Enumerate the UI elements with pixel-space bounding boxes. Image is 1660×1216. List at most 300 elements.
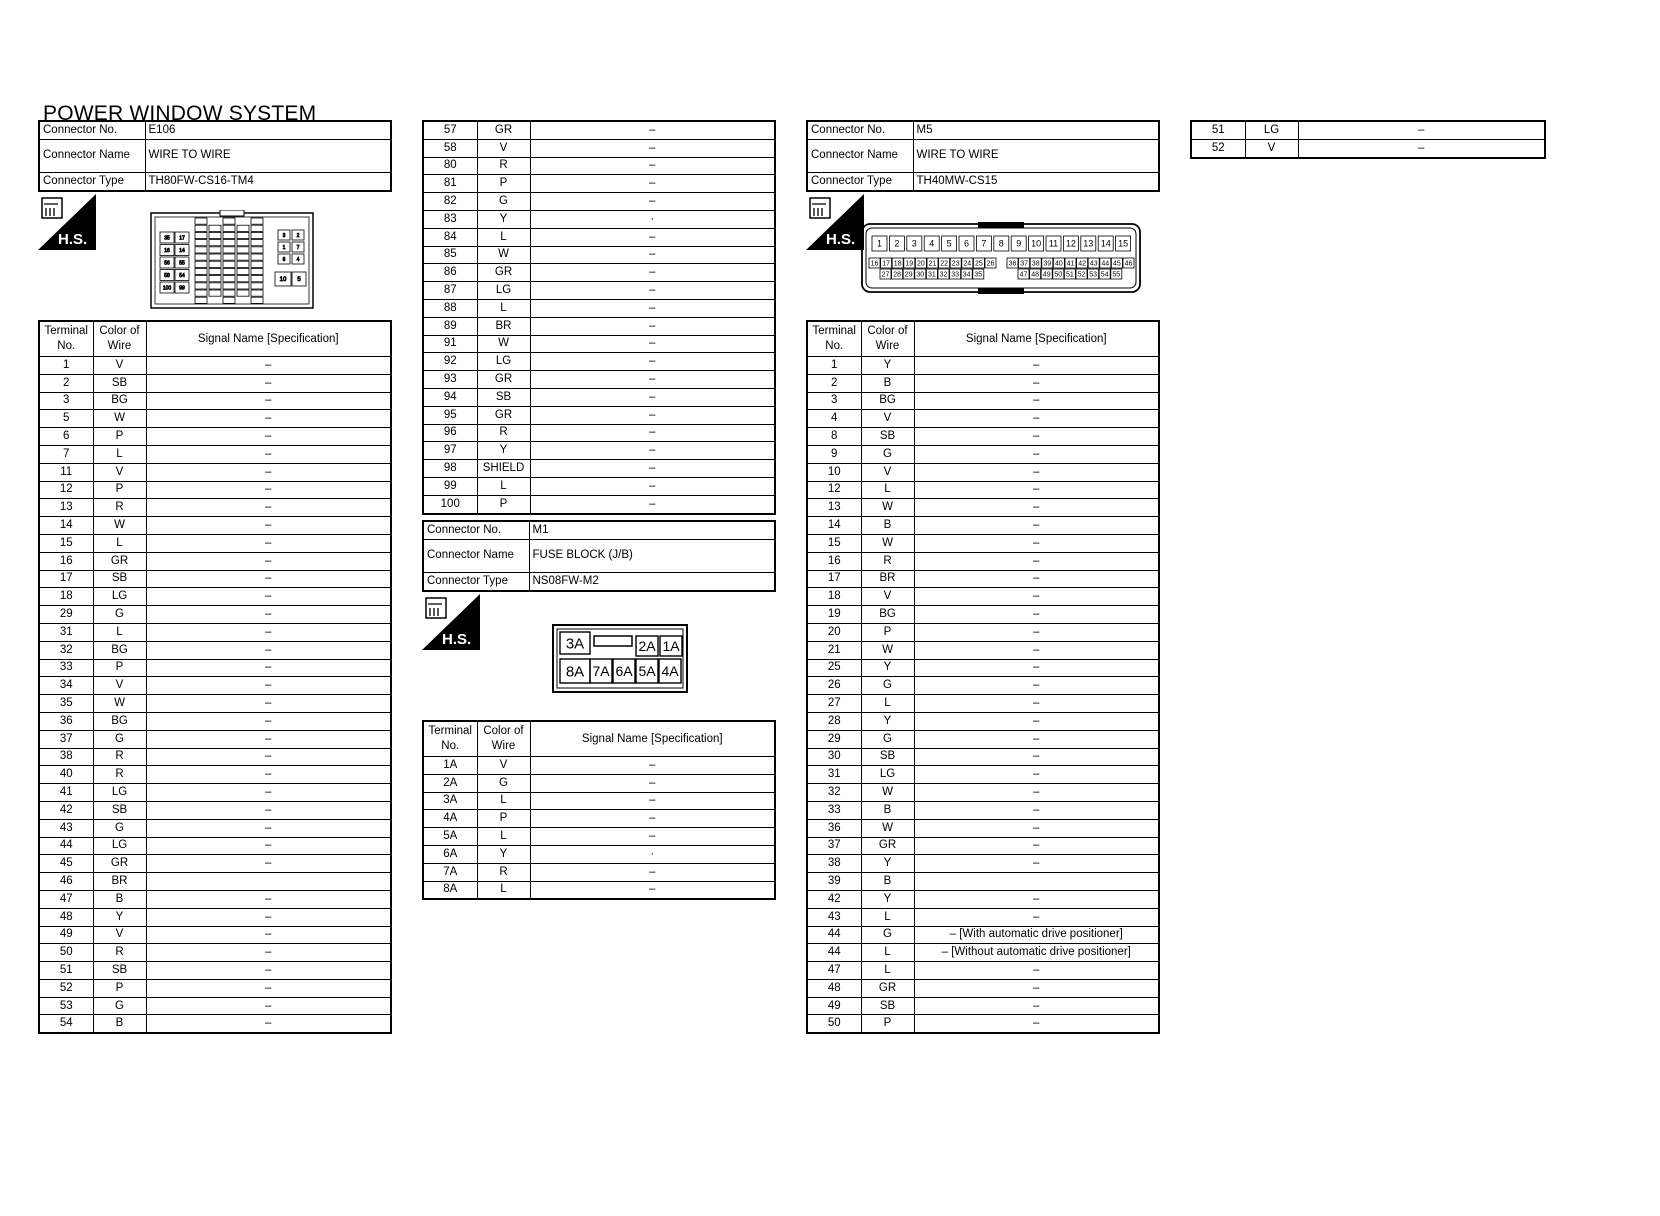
wire-color-cell: W (93, 410, 146, 428)
terminal-no-cell: 99 (423, 477, 477, 495)
connector-pin (892, 258, 903, 268)
signal-name-cell: – (530, 299, 775, 317)
table-row (423, 246, 775, 264)
connector-pin (237, 283, 249, 289)
signal-name-cell: – (914, 374, 1159, 392)
connector-no-value: M5 (913, 121, 1159, 139)
terminal-no-cell: 10 (807, 463, 861, 481)
signal-name-cell: – (914, 801, 1159, 819)
table-row (39, 873, 391, 891)
connector-pin (209, 261, 221, 267)
wire-color-cell: GR (477, 121, 530, 139)
connector-pin (237, 254, 249, 260)
terminal-no-cell: 3 (39, 392, 93, 410)
svg-text:41: 41 (1066, 260, 1075, 268)
svg-text:5A: 5A (638, 663, 656, 680)
svg-text:34: 34 (962, 271, 971, 279)
signal-name-cell: – (914, 659, 1159, 677)
m5-terminal-table-cont (1190, 120, 1546, 159)
wire-color-cell: P (93, 659, 146, 677)
connector-pin (892, 269, 903, 279)
table-row (1191, 121, 1545, 139)
table-row (39, 517, 391, 535)
connector-pin (1077, 258, 1088, 268)
connector-pin (237, 240, 249, 246)
connector-type-value: NS08FW-M2 (529, 572, 775, 590)
connector-pin (209, 232, 221, 238)
table-row (39, 428, 391, 446)
table-row (807, 784, 1159, 802)
connector-pin (1019, 258, 1030, 268)
wire-color-cell: P (861, 623, 914, 641)
svg-text:22: 22 (940, 260, 948, 268)
wire-color-cell: LG (93, 837, 146, 855)
svg-text:50: 50 (1054, 271, 1063, 279)
signal-name-cell: – (530, 495, 775, 513)
wire-color-cell: GR (477, 264, 530, 282)
table-row (423, 335, 775, 353)
table-row (423, 175, 775, 193)
terminal-no-cell: 48 (807, 979, 861, 997)
terminal-no-cell: 29 (39, 606, 93, 624)
wire-color-cell: B (861, 801, 914, 819)
terminal-no-cell: 43 (807, 908, 861, 926)
table-row (39, 855, 391, 873)
connector-pin (223, 283, 235, 289)
signal-name-cell: – (530, 139, 775, 157)
table-row (39, 801, 391, 819)
signal-name-cell: – (146, 819, 391, 837)
terminal-no-header: Terminal No. (807, 321, 861, 357)
connector-pin (209, 247, 221, 253)
table-row (423, 157, 775, 175)
table-row (807, 534, 1159, 552)
signal-name-cell: – (914, 392, 1159, 410)
connector-pin (926, 269, 937, 279)
wire-color-cell: G (861, 926, 914, 944)
table-row (807, 944, 1159, 962)
signal-name-cell (146, 873, 391, 891)
connector-pin (1007, 258, 1018, 268)
table-row (807, 677, 1159, 695)
terminal-no-cell: 6 (39, 428, 93, 446)
terminal-no-cell: 5 (39, 410, 93, 428)
connector-name-label: Connector Name (423, 539, 529, 572)
table-row (423, 353, 775, 371)
svg-text:1A: 1A (662, 638, 680, 655)
table-row (423, 477, 775, 495)
svg-text:32: 32 (939, 271, 948, 279)
terminal-no-cell: 5A (423, 828, 477, 846)
signal-name-cell: · (530, 210, 775, 228)
connector-type-value: TH40MW-CS15 (913, 172, 1159, 190)
terminal-no-cell: 4 (807, 410, 861, 428)
connector-pin (237, 261, 249, 267)
svg-text:25: 25 (975, 260, 983, 268)
svg-text:36: 36 (1008, 260, 1017, 268)
wire-color-cell: L (93, 534, 146, 552)
signal-name-cell: – (146, 837, 391, 855)
signal-name-cell: – (914, 517, 1159, 535)
wire-color-cell: B (93, 890, 146, 908)
terminal-no-cell: 38 (39, 748, 93, 766)
table-row (1191, 139, 1545, 157)
signal-name-cell: – (146, 890, 391, 908)
svg-text:11: 11 (1048, 238, 1059, 249)
svg-text:10: 10 (279, 277, 287, 284)
signal-name-cell: – (914, 428, 1159, 446)
svg-text:3: 3 (282, 232, 286, 239)
connector-no-label: Connector No. (807, 121, 913, 139)
wire-color-cell: G (93, 730, 146, 748)
table-row (807, 392, 1159, 410)
table-row (423, 228, 775, 246)
connector-pin (292, 254, 304, 264)
wire-color-cell: LG (861, 766, 914, 784)
connector-pin (175, 232, 189, 243)
connector-pin (278, 242, 290, 252)
connector-pin (251, 240, 263, 246)
svg-text:13: 13 (1083, 238, 1094, 249)
terminal-no-cell: 92 (423, 353, 477, 371)
table-row (807, 1015, 1159, 1033)
connector-pin (915, 269, 926, 279)
svg-text:2: 2 (296, 232, 300, 239)
svg-text:6A: 6A (615, 663, 633, 680)
table-row (807, 445, 1159, 463)
connector-name-label: Connector Name (807, 139, 913, 172)
connector-pin (251, 261, 263, 267)
signal-name-cell: – (914, 445, 1159, 463)
m5-connector-diagram (860, 222, 1142, 294)
wire-color-cell: GR (93, 552, 146, 570)
wire-color-cell: R (93, 766, 146, 784)
table-row (807, 855, 1159, 873)
wire-color-cell: R (477, 157, 530, 175)
table-row (39, 819, 391, 837)
connector-pin (209, 254, 221, 260)
connector-pin (985, 258, 996, 268)
table-row (39, 641, 391, 659)
svg-text:100: 100 (162, 285, 172, 292)
terminal-no-cell: 47 (807, 962, 861, 980)
connector-pin (223, 247, 235, 253)
table-row (807, 979, 1159, 997)
connector-type-value: TH80FW-CS16-TM4 (145, 172, 391, 190)
terminal-no-cell: 12 (807, 481, 861, 499)
signal-name-cell: – (530, 228, 775, 246)
connector-pin (160, 257, 174, 268)
signal-name-cell: – (914, 962, 1159, 980)
wire-color-cell: B (861, 517, 914, 535)
connector-pin (1053, 258, 1064, 268)
svg-text:35: 35 (974, 271, 983, 279)
wire-color-cell: R (93, 499, 146, 517)
terminal-no-cell: 48 (39, 908, 93, 926)
table-row (807, 570, 1159, 588)
connector-pin (223, 261, 235, 267)
table-row (807, 659, 1159, 677)
table-row (39, 588, 391, 606)
svg-text:14: 14 (179, 247, 185, 254)
wire-color-cell: V (861, 588, 914, 606)
signal-name-cell: – (914, 979, 1159, 997)
connector-pin (175, 282, 189, 293)
harness-side-icon (422, 594, 480, 650)
connector-pin (292, 230, 304, 240)
terminal-no-cell: 1 (807, 357, 861, 375)
signal-name-cell: – (914, 463, 1159, 481)
connector-pin (1046, 236, 1061, 251)
signal-name-cell: – (530, 792, 775, 810)
signal-name-cell: – (146, 1015, 391, 1033)
svg-text:8A: 8A (565, 663, 585, 681)
terminal-no-cell: 28 (807, 712, 861, 730)
table-row (39, 623, 391, 641)
table-row (423, 264, 775, 282)
terminal-no-header: Terminal No. (423, 721, 477, 757)
wire-color-cell: W (861, 819, 914, 837)
wire-color-cell: Y (861, 855, 914, 873)
signal-name-cell: – (146, 979, 391, 997)
table-row (807, 623, 1159, 641)
connector-pin (1030, 258, 1041, 268)
table-row (807, 890, 1159, 908)
connector-pin (278, 230, 290, 240)
signal-name-cell: – (914, 730, 1159, 748)
table-row (807, 712, 1159, 730)
wire-color-cell: GR (477, 371, 530, 389)
terminal-no-cell: 36 (807, 819, 861, 837)
connector-pin (1099, 269, 1110, 279)
wire-color-cell: SB (93, 801, 146, 819)
terminal-no-cell: 16 (807, 552, 861, 570)
wire-color-cell: R (477, 863, 530, 881)
connector-pin (251, 232, 263, 238)
connector-pin (1029, 236, 1044, 251)
terminal-no-cell: 98 (423, 460, 477, 478)
terminal-no-cell: 41 (39, 784, 93, 802)
wire-color-cell: V (1245, 139, 1298, 157)
signal-name-cell: – (146, 855, 391, 873)
svg-text:8: 8 (998, 238, 1004, 249)
terminal-no-cell: 86 (423, 264, 477, 282)
wire-color-cell: SB (861, 428, 914, 446)
connector-pin (1088, 269, 1099, 279)
connector-pin (636, 659, 658, 683)
wire-color-cell: V (93, 926, 146, 944)
connector-pin (590, 659, 612, 683)
connector-pin (195, 232, 207, 238)
table-row (807, 588, 1159, 606)
signal-name-cell: – (146, 766, 391, 784)
terminal-no-cell: 14 (39, 517, 93, 535)
wire-color-cell: P (93, 428, 146, 446)
wire-color-cell: R (477, 424, 530, 442)
svg-text:7: 7 (981, 238, 987, 249)
signal-name-cell: – (146, 357, 391, 375)
connector-pin (209, 276, 221, 282)
table-row (39, 784, 391, 802)
signal-name-cell: – (914, 499, 1159, 517)
svg-text:3A: 3A (565, 635, 585, 653)
terminal-no-cell: 2 (39, 374, 93, 392)
svg-text:5: 5 (297, 277, 301, 284)
terminal-no-cell: 9 (807, 445, 861, 463)
connector-pin (195, 261, 207, 267)
connector-pin (1123, 258, 1134, 268)
terminal-no-cell: 17 (807, 570, 861, 588)
terminal-no-cell: 16 (39, 552, 93, 570)
connector-pin (1088, 258, 1099, 268)
signal-name-cell: – (914, 908, 1159, 926)
wire-color-cell: G (861, 730, 914, 748)
terminal-no-cell: 39 (807, 873, 861, 891)
table-row (39, 695, 391, 713)
connector-pin (275, 272, 291, 286)
terminal-no-cell: 42 (39, 801, 93, 819)
terminal-no-cell: 52 (1191, 139, 1245, 157)
connector-pin (195, 247, 207, 253)
table-row (423, 863, 775, 881)
color-of-wire-header: Color of Wire (861, 321, 914, 357)
connector-pin (195, 276, 207, 282)
wire-color-cell: Y (477, 845, 530, 863)
table-row (423, 299, 775, 317)
wire-color-cell: SHIELD (477, 460, 530, 478)
signal-name-cell: – (914, 837, 1159, 855)
terminal-no-cell: 15 (807, 534, 861, 552)
terminal-no-cell: 2 (807, 374, 861, 392)
connector-no-value: E106 (145, 121, 391, 139)
terminal-no-cell: 94 (423, 388, 477, 406)
wire-color-cell: V (861, 410, 914, 428)
connector-pin (278, 254, 290, 264)
table-row (423, 442, 775, 460)
table-row (807, 410, 1159, 428)
connector-pin (927, 258, 938, 268)
terminal-no-cell: 53 (39, 997, 93, 1015)
terminal-no-cell: 91 (423, 335, 477, 353)
wire-color-cell: L (93, 445, 146, 463)
svg-text:33: 33 (951, 271, 959, 279)
svg-text:19: 19 (905, 260, 914, 268)
signal-name-cell: – (146, 623, 391, 641)
table-row (807, 374, 1159, 392)
connector-pin (251, 283, 263, 289)
signal-name-cell: – (530, 282, 775, 300)
connector-pin (160, 282, 174, 293)
signal-name-cell: – (146, 499, 391, 517)
svg-text:6: 6 (282, 256, 286, 263)
connector-pin (1065, 258, 1076, 268)
m5-connector-info (806, 120, 1160, 192)
terminal-no-cell: 89 (423, 317, 477, 335)
signal-name-cell: – (914, 641, 1159, 659)
connector-pin (160, 232, 174, 243)
svg-text:2: 2 (894, 238, 900, 249)
svg-text:37: 37 (1020, 260, 1028, 268)
signal-name-header: Signal Name [Specification] (146, 321, 391, 357)
terminal-no-cell: 84 (423, 228, 477, 246)
signal-name-cell: – (146, 926, 391, 944)
connector-pin (962, 258, 973, 268)
connector-pin (950, 258, 961, 268)
table-row (807, 766, 1159, 784)
signal-name-cell: – (146, 997, 391, 1015)
connector-no-label: Connector No. (39, 121, 145, 139)
signal-name-cell: – (530, 353, 775, 371)
svg-text:51: 51 (1066, 271, 1074, 279)
connector-pin (1041, 269, 1052, 279)
table-row (423, 774, 775, 792)
table-row (39, 445, 391, 463)
table-row (807, 962, 1159, 980)
svg-text:30: 30 (916, 271, 925, 279)
wire-color-cell: GR (477, 406, 530, 424)
terminal-no-cell: 44 (39, 837, 93, 855)
connector-pin (251, 218, 263, 224)
connector-pin (195, 240, 207, 246)
svg-text:4A: 4A (661, 663, 679, 680)
signal-name-cell: – [With automatic drive positioner] (914, 926, 1159, 944)
svg-text:2A: 2A (638, 638, 656, 655)
table-row (423, 139, 775, 157)
signal-name-cell: – (530, 371, 775, 389)
terminal-no-cell: 17 (39, 570, 93, 588)
e106-terminal-table-cont (422, 120, 776, 515)
signal-name-cell: – (530, 388, 775, 406)
wire-color-cell: LG (93, 784, 146, 802)
wire-color-cell: SB (477, 388, 530, 406)
signal-name-cell: – (146, 659, 391, 677)
connector-pin (881, 258, 892, 268)
terminal-no-cell: 46 (39, 873, 93, 891)
table-row (807, 873, 1159, 891)
svg-text:4: 4 (296, 256, 300, 263)
wire-color-cell: G (93, 819, 146, 837)
terminal-no-cell: 50 (39, 944, 93, 962)
svg-text:4: 4 (929, 238, 935, 249)
wire-color-cell: V (93, 463, 146, 481)
connector-pin (613, 659, 635, 683)
connector-name-value: WIRE TO WIRE (145, 139, 391, 172)
svg-text:6: 6 (963, 238, 970, 249)
terminal-no-cell: 33 (807, 801, 861, 819)
signal-name-cell: · (530, 845, 775, 863)
table-row (423, 792, 775, 810)
connector-pin (636, 636, 658, 656)
wire-color-cell: G (477, 193, 530, 211)
connector-pin (175, 257, 189, 268)
connector-pin (961, 269, 972, 279)
wire-color-cell: W (861, 641, 914, 659)
wire-color-cell: Y (861, 890, 914, 908)
signal-name-cell: – (530, 406, 775, 424)
terminal-no-cell: 8 (807, 428, 861, 446)
svg-text:20: 20 (917, 260, 925, 268)
terminal-no-cell: 13 (39, 499, 93, 517)
signal-name-cell: – (914, 677, 1159, 695)
svg-text:3: 3 (911, 238, 917, 249)
signal-name-cell: – (914, 410, 1159, 428)
connector-pin (251, 276, 263, 282)
connector-pin (195, 268, 207, 274)
svg-text:21: 21 (928, 260, 937, 268)
connector-pin (973, 269, 984, 279)
table-row (807, 801, 1159, 819)
page-title: POWER WINDOW SYSTEM (43, 102, 317, 125)
